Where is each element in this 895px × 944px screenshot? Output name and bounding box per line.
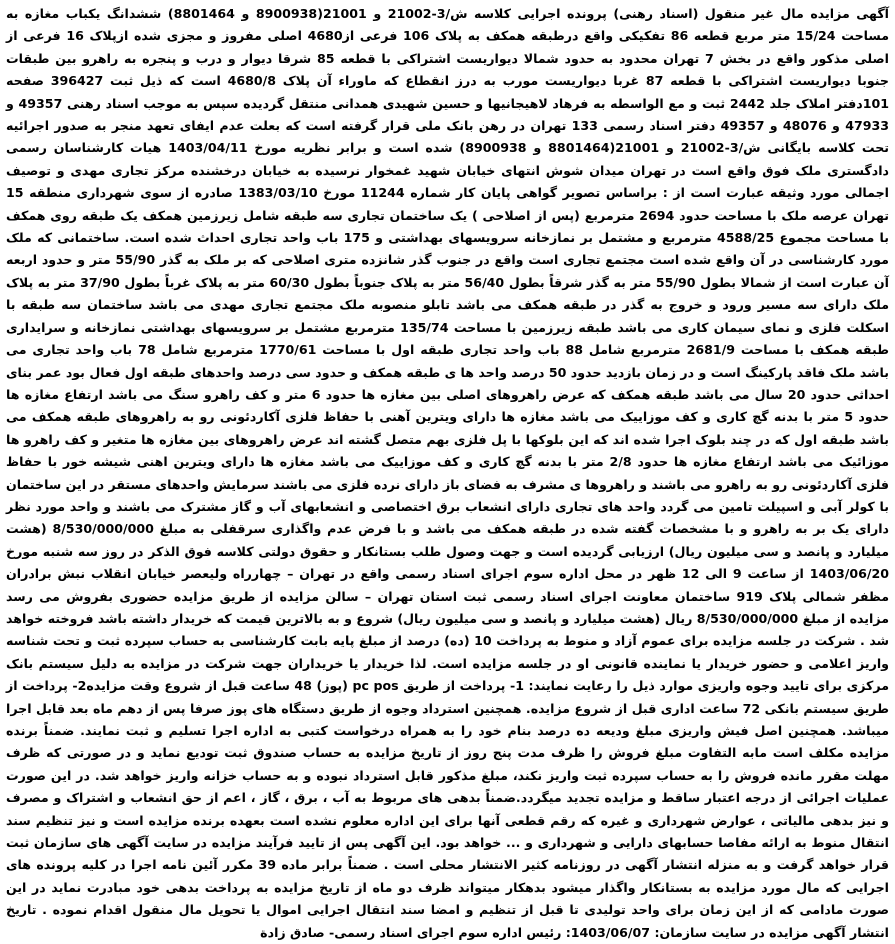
auction-notice-text: آگهی مزایده مال غیر منقول (اسناد رهنی) پرونده اجرایی کلاسه ش/3-21002 و 21001(8900938 و 8801464) ششدانگ یکباب مغازه به مساحت 15/24 متر مربع قطعه 86 تفکیکی واقع درطبقه همکف به پلاک 106 فرعی از4680 اصلی مفروز و مجزی شده ازپلاک 16 فرعی از اصلی مذکور واقع در بخش 7 تهران محدود به حدود شمالا دیواریست اشتراکی با قطعه 85 شرقا دیوار و درب و پنجره به راهرو بین طبقات جنوبا دیواریست اشتراکی با قطعه 87 غربا دیواریست مورب به درز انقطاع که ماوراء آن پلاک 4680/8 است که ذیل ثبت 396427 صفحه 101دفتر املاک جلد 2442 ثبت و مع الواسطه به فرهاد لاهیجانیها و حسین شهیدی همدانی منتقل گردیده سپس به موجب اسناد رهنی 49357 و 47933 و 48076 و 49357 دفتر اسناد رسمی 133 تهران در رهن بانک ملی قرار گرفته است که بعلت عدم ایفای تعهد منجر به صدور اجرائیه تحت کلاسه بایگانی ش/3-21002 و 21001(8801464 و 8900938) شده است و برابر نظریه مورخ 1403/04/11 هیات کارشناسان رسمی دادگستری ملک فوق واقع است در تهران میدان شوش انتهای خیابان شهید غمخوار نرسیده به خیابان درخشنده مرکز تجاری مهدی و توصیف اجمالی مورد وثیقه عبارت است از : براساس تصویر گواهی پایان کار شماره 11244 مورخ 1383/03/10 صادره از سوی شهرداری منطقه 15 تهران عرصه ملک با مساحت حدود 2694 مترمربع (پس از اصلاحی ) یک ساختمان تجاری سه طبقه شامل زیرزمین همکف یک طبقه روی همکف با مساحت مجموع 4588/25 مترمربع و مشتمل بر نمازخانه سرویسهای بهداشتی و 175 باب واحد تجاری احداث شده است. ساختمانی که ملک مورد کارشناسی در آن واقع شده است مجتمع تجاری است واقع در جنوب گذر شانزده متری اصلاحی که بر ملک به گذر 55/90 متر و حدود اربعه آن عبارت است از شمالا بطول 55/90 متر به گذر شرقاً بطول 56/40 متر به پلاک جنوباً بطول 60/30 متر به پلاک غرباً بطول 37/90 متر به پلاک ملک دارای سه مسیر ورود و خروج به گذر در طبقه همکف می باشد تابلو منصوبه ملک مجتمع تجاری مهدی می باشد ساختمان سه طبقه با اسکلت فلزی و نمای سیمان کاری می باشد طبقه زیرزمین با مساحت 135/74 مترمربع مشتمل بر سرویسهای بهداشتی نمازخانه و سرایداری طبقه همکف با مساحت 2681/9 مترمربع شامل 88 باب واحد تجاری طبقه اول با مساحت 1770/61 مترمربع شامل 78 باب واحد تجاری می باشد ملک فاقد پارکینگ است و در زمان بازدید حدود 50 درصد واحد ها ی طبقه همکف و حدود سی درصد واحدهای طبقه اول فعال بود عمر بنای احداثی حدود 20 سال می باشد طبقه همکف که عرض راهروهای اصلی بین مغازه ها حدود 6 متر و کف راهرو سنگ می باشد ارتفاع مغازه ها حدود 5 متر با بدنه گچ کاری و کف موزاییک می باشد مغازه ها دارای ویترین آهنی با حفاظ فلزی آکاردئونی رو به راهروهای طبقه همکف می باشد طبقه اول که در چند بلوک اجرا شده اند که این بلوکها با پل فلزی بهم متصل گشته اند عرض راهروهای بین مغازه ها متغیر و کف راهرو ها موزائیک می باشد ارتفاع مغازه ها حدود 2/8 متر با بدنه گچ کاری و کف موزاییک می باشد مغازه ها دارای ویترین اهنی شیشه خور با حفاظ فلزی آکاردئونی رو به راهرو می باشند و راهروها ی مشرف به فضای باز دارای نرده فلزی می باشند سرمایش واحدهای مستقر در این ساختمان با کولر آبی و اسپیلت تامین می گردد واحد های تجاری دارای انشعاب برق اختصاصی و انشعابهای آب و گاز مشترک می باشند و واحد مورد نظر دارای یک بر به راهرو و با مشخصات گفته شده در طبقه همکف می باشد و با فرض عدم واگذاری سرقفلی به مبلغ 8/530/000/000 (هشت میلیارد و پانصد و سی میلیون ریال) ارزیابی گردیده است و جهت وصول طلب بستانکار و حقوق دولتی کلاسه فوق الذکر در روز سه شنبه مورخ 1403/06/20 از ساعت 9 الی 12 ظهر در محل اداره سوم اجرای اسناد رسمی واقع در تهران – چهارراه ولیعصر خیابان انقلاب نبش برادران مظفر شمالی پلاک 919 ساختمان معاونت اجرای اسناد رسمی ثبت استان تهران – سالن مزایده از طریق مزایده حضوری بفروش می رسد مزایده از مبلغ 8/530/000/000 ریال (هشت میلیارد و پانصد و سی میلیون ریال) شروع و به بالاترین قیمت که خریدار داشته باشد فروخته خواهد شد . شرکت در جلسه مزایده برای عموم آزاد و منوط به پرداخت 10 (ده) درصد از مبلغ پایه بابت کارشناسی به حساب سپرده ثبت و تحت شناسه واریز اعلامی و حضور خریدار یا نماینده قانونی او در جلسه مزایده است. لذا خریدار یا خریداران جهت شرکت در مزایده به دلیل سیستم بانک مرکزی برای تایید وجوه واریزی موارد ذیل را رعایت نمایند: 1- پرداخت از طریق pc pos (پوز) 48 ساعت قبل از شروع وقت مزایده2- پرداخت از طریق سیستم بانکی 72 ساعت اداری قبل از شروع مزایده. همچنین استرداد وجوه از طریق دستگاه های پوز صرفا پس از دهم ماه بعد قابل اجرا میباشد. همچنین اصل فیش واریزی مبلغ ودیعه ده درصد بنام خود را به همراه درخواست کتبی به اداره اجرا تسلیم و ثبت نمایند. ضمناً برنده مزایده مکلف است مابه التفاوت مبلغ فروش را ظرف مدت پنج روز از تاریخ مزایده به حساب صندوق ثبت تودیع نماید و در صورتی که ظرف مهلت مقرر مانده فروش را به حساب سپرده ثبت واریز نکند، مبلغ مذکور قابل استرداد نبوده و به حساب خزانه واریز خواهد شد. در این صورت عملیات اجرائی از درجه اعتبار ساقط و مزایده تجدید میگردد.ضمناً بدهی های مربوط به آب ، برق ، گاز ، اعم از حق انشعاب و اشتراک و مصرف و نیز بدهی مالیاتی ، عوارض شهرداری و غیره که رقم قطعی آنها برای این اداره معلوم نشده است بعهده برنده مزایده است و نیز تنظیم سند انتقال منوط به ارائه مفاصا حسابهای دارایی و شهرداری و ... خواهد بود. این آگهی پس از تایید فرآیند مزایده در سایت آگهی های سازمان ثبت قرار خواهد گرفت و به منزله انتشار آگهی در روزنامه کثیر الانتشار محلی است . ضمناً برابر ماده 39 مکرر آئین نامه اجرا در کلیه پرونده های اجرایی که مال مورد مزایده به بستانکار واگذار میشود بدهکار میتواند ظرف دو ماه از تاریخ مزایده به پرداخت بدهی خود مبادرت نماید در این صورت مادامی که از این زمان برای واحد تولیدی تا قبل از تنظیم و امضا سند انتقال اجرایی اموال یا تحویل مال منقول اقدام نموده . تاریخ انتشار آگهی مزایده در سایت سازمان: 1403/06/07: رئیس اداره سوم اجرای اسناد رسمی- صادق زادة	[6, 6, 890, 940]
